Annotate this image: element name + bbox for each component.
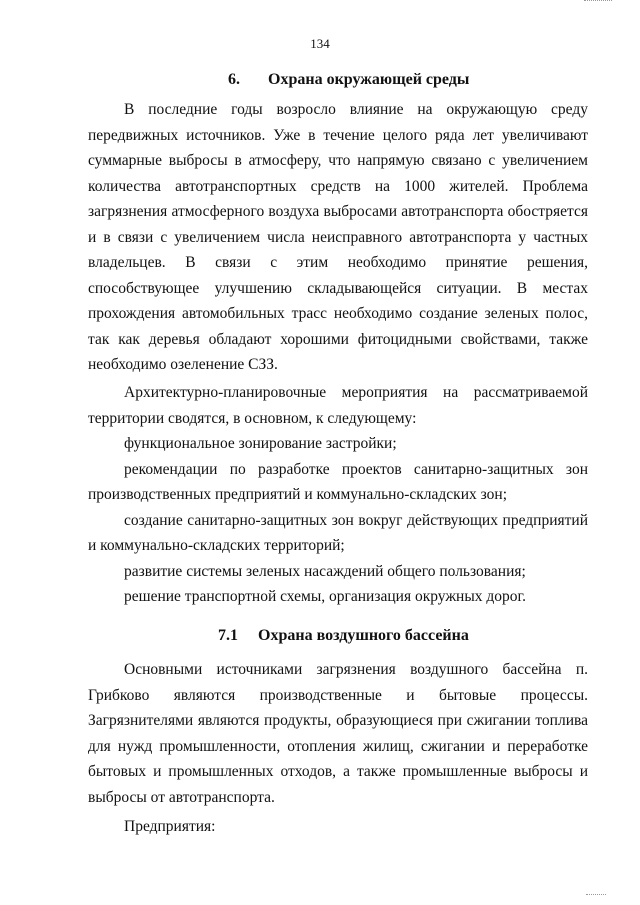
section-6-heading <box>228 71 469 89</box>
intro-block <box>88 97 588 378</box>
section-7-1-heading <box>218 627 469 645</box>
scan-mark-top <box>584 0 612 4</box>
measures-block <box>88 380 588 610</box>
measures-item: решение транспортной схемы, организация окружных дорог. <box>124 588 526 605</box>
measures-item: создание санитарно-защитных зон вокруг действующих предприятий и коммунально-складских территорий; <box>88 511 588 554</box>
air-block <box>88 657 588 810</box>
section-7-1-title: Охрана воздушного бассейна <box>258 627 469 644</box>
measures-item: функциональное зонирование застройки; <box>124 435 397 452</box>
section-7-1-number: 7.1 <box>218 627 238 644</box>
scan-mark-bottom <box>586 894 606 897</box>
enterprises-block <box>88 814 588 840</box>
measures-item: рекомендации по разработке проектов санитарно-защитных зон производственных предприятий и коммунально-складских зон; <box>88 460 588 503</box>
section-6-number: 6. <box>228 71 240 88</box>
enterprises-label: Предприятия: <box>124 818 216 835</box>
air-paragraph: Основными источниками загрязнения воздушного бассейна п. Грибково являются производственные и бытовые процессы. Загрязнителями являются продукты, образующиеся при сжигании топлива для нужд промышленности, отопления жилищ, сжигании и переработке бытовых и промышленных отходов, а также промышленные выбросы и выбросы от автотранспорта. <box>88 661 588 806</box>
section-6-title: Охрана окружающей среды <box>268 71 470 88</box>
measures-intro: Архитектурно-планировочные мероприятия на рассматриваемой территории сводятся, в основном, к следующему: <box>88 384 588 427</box>
page-number: 134 <box>310 36 330 51</box>
measures-item: развитие системы зеленых насаждений общего пользования; <box>124 562 526 580</box>
intro-paragraph: В последние годы возросло влияние на окружающую среду передвижных источников. Уже в течение целого ряда лет увеличивают суммарные выбросы в атмосферу, что напрямую связано с увеличением количества автотранспортных средств на 1000 жителей. Проблема загрязнения атмосферного воздуха выбросами автотранспорта обостряется и в связи с увеличением числа неисправного автотранспорта у частных владельцев. В связи с этим необходимо принятие решения, способствующее улучшению складывающейся ситуации. В местах прохождения автомобильных трасс необходимо создание зеленых полос, так как деревья обладают хорошими фитоцидными свойствами, также необходимо озеленение СЗЗ. <box>88 101 588 373</box>
